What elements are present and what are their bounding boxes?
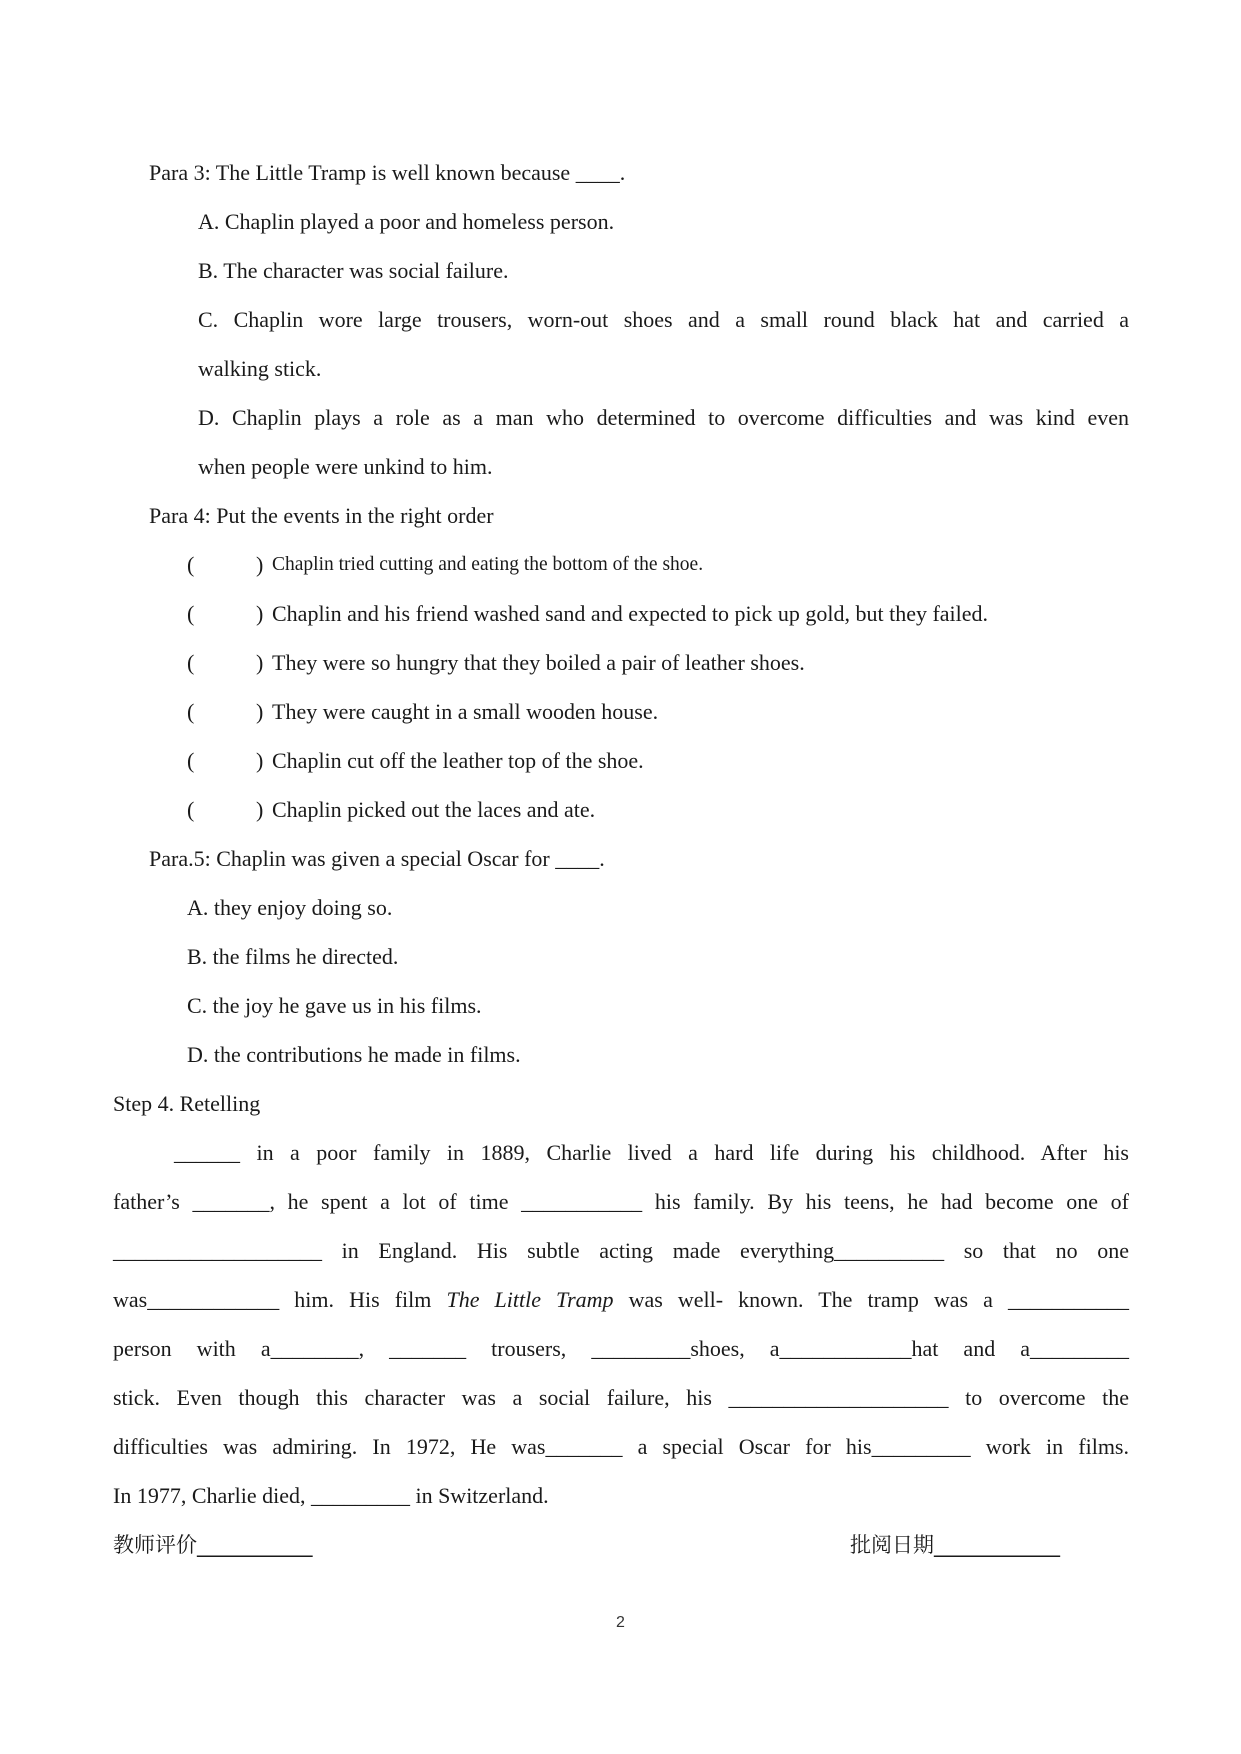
bracket-close: ) [256,699,264,724]
ordering-item-text: Chaplin and his friend washed sand and expected to pick up gold, but they failed. [272,601,989,626]
teacher-evaluation-field: 教师评价___________ [113,1533,313,1557]
para3-option-c-cont: walking stick. [198,356,322,381]
step4-title: Step 4. Retelling [113,1091,261,1116]
retelling-line: ______ in a poor family in 1889, Charlie lived a hard life during his childhood. After his [174,1140,1129,1165]
ordering-item-text: They were so hungry that they boiled a pair of leather shoes. [272,650,805,675]
para3-option-d: D. Chaplin plays a role as a man who determined to overcome difficulties and was kind even [198,405,1129,430]
bracket-open: ( [187,552,195,577]
retelling-text: was____________ him. His film [113,1287,447,1312]
bracket-close: ) [256,748,264,773]
para5-question: Para.5: Chaplin was given a special Oscar for ____. [149,846,605,871]
para3-question: Para 3: The Little Tramp is well known because ____. [149,160,626,185]
retelling-line [113,1285,1129,1315]
bracket-close: ) [256,552,264,577]
bracket-close: ) [256,650,264,675]
para5-option-d: D. the contributions he made in films. [187,1042,521,1067]
retelling-line: person with a________, _______ trousers, _________shoes, a____________hat and a_________ [113,1336,1129,1361]
bracket-open: ( [187,699,195,724]
para3-option-d-cont: when people were unkind to him. [198,454,493,479]
review-date-field: 批阅日期____________ [850,1533,1060,1557]
para3-option-a: A. Chaplin played a poor and homeless person. [198,209,615,234]
ordering-item-text: Chaplin tried cutting and eating the bottom of the shoe. [272,554,704,575]
retelling-line: stick. Even though this character was a social failure, his ____________________ to overcome the [113,1385,1129,1410]
film-title: The Little Tramp [446,1287,614,1312]
bracket-open: ( [187,601,195,626]
retelling-line: ___________________ in England. His subtle acting made everything__________ so that no one [113,1238,1129,1263]
ordering-item-text: Chaplin picked out the laces and ate. [272,797,596,822]
bracket-close: ) [256,797,264,822]
bracket-close: ) [256,601,264,626]
para5-option-a: A. they enjoy doing so. [187,895,393,920]
para3-option-b: B. The character was social failure. [198,258,509,283]
bracket-open: ( [187,797,195,822]
para4-instruction: Para 4: Put the events in the right order [149,503,494,528]
bracket-open: ( [187,748,195,773]
bracket-open: ( [187,650,195,675]
page-number: 2 [616,1614,625,1631]
ordering-item-text: Chaplin cut off the leather top of the shoe. [272,748,644,773]
ordering-item-text: They were caught in a small wooden house. [272,699,659,724]
retelling-line: father’s _______, he spent a lot of time ___________ his family. By his teens, he had become one of [113,1189,1129,1214]
retelling-line: In 1977, Charlie died, _________ in Switzerland. [113,1483,549,1508]
retelling-line: difficulties was admiring. In 1972, He was_______ a special Oscar for his_________ work in films. [113,1434,1129,1459]
retelling-text: was well- known. The tramp was a ___________ [613,1287,1130,1312]
para5-option-b: B. the films he directed. [187,944,399,969]
para3-option-c: C. Chaplin wore large trousers, worn-out shoes and a small round black hat and carried a [198,307,1129,332]
para5-option-c: C. the joy he gave us in his films. [187,993,482,1018]
